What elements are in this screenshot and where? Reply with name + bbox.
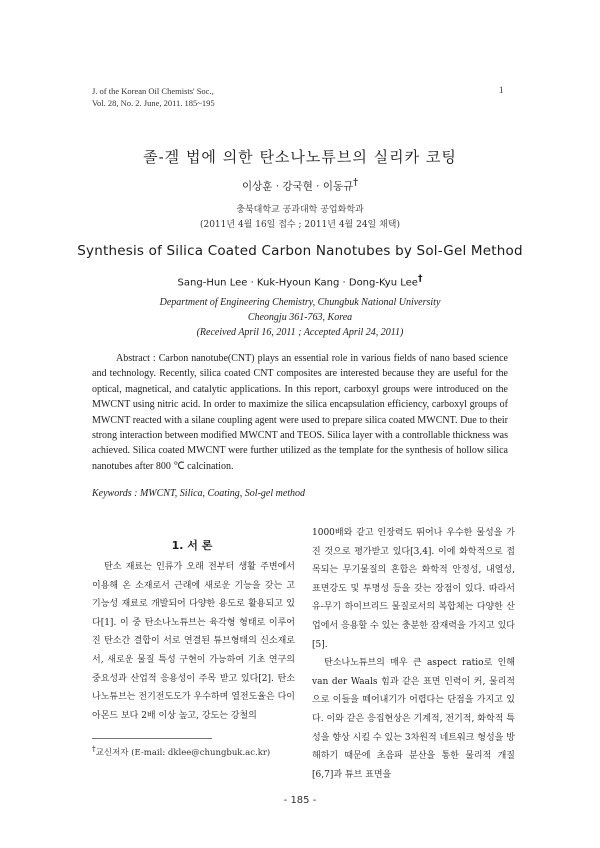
title-korean: 졸-겔 법에 의한 탄소나노튜브의 실리카 코팅: [143, 148, 457, 166]
journal-volume: Vol. 28, No. 2. June, 2011. 185~195: [92, 98, 215, 108]
corresponding-author-mark-en: †: [417, 274, 423, 284]
page-number: - 185 -: [283, 795, 317, 806]
abstract-text: Carbon nanotube(CNT) plays an essential role in various fields of nano based science and technology. Recently, silica coated CNT composites are interested because they are useful for the optical, magnetical, and catalytic applications. In this report, carboxyl groups were introduced on the MWCNT using nitric acid. In order to maximize the silica encapsulation efficiency, carboxyl groups of MWCNT reacted with a silane coupling agent were used to prepare silica coated MWCNT. Due to their strong interaction between modified MWCNT and TEOS. Silica layer with a controllable thickness was achieved. Silica coated MWCNT were further utilized as the template for the synthesis of hollow silica nanotubes after 800 ℃ calcination.: [92, 353, 508, 472]
affiliation-korean-dept: 충북대학교 공과대학 공업화학과: [236, 205, 364, 215]
body-paragraph: 탄소 재료는 인류가 오래 전부터 생활 주변에서 이용해 온 소재로서 근래에 새로운 기능을 갖는 고 기능성 재료로 개발되어 다양한 용도로 활용되고 있다[1]. 이 중 탄소나노튜브는 육각형 형태로 이루어진 탄소간 결합이 서로 연결된 튜브형태의 신소재로서, 새로운 물질 특성 구현이 가능하여 기초 연구의 중요성과 산업적 응용성이 주목 받고 있다[2]. 탄소나노튜브는 전기전도도가 우수하며 열전도율은 다이아몬드 보다 2배 이상 높고, 강도는 강철의: [92, 562, 295, 721]
keywords: [92, 488, 305, 499]
affiliation-english-dept: Department of Engineering Chemistry, Chungbuk National University: [159, 297, 441, 308]
affiliation-korean: [0, 203, 600, 233]
authors-english: [0, 274, 600, 288]
running-header: [92, 85, 215, 109]
abstract: [92, 351, 508, 474]
footnote-divider: [92, 738, 212, 739]
dates-english: (Received April 16, 2011 ; Accepted April 24, 2011): [196, 327, 404, 338]
affiliation-english-city: Cheongju 361-763, Korea: [247, 312, 353, 323]
body-paragraph-continued: 1000배와 같고 인장력도 뛰어나 우수한 물성을 가진 것으로 평가받고 있다[3,4]. 이에 화학적으로 접목되는 무기물질의 혼합은 화학적 안정성, 내열성, 표면강도 및 투명성 등을 갖는 장점이 있다. 따라서 유-무기 하이브리드 물질로서의 복합체는 다양한 산업에서 응용할 수 있는 충분한 잠재력을 가지고 있다[5].: [312, 528, 515, 650]
keywords-label: Keywords :: [92, 488, 140, 499]
title-english: Synthesis of Silica Coated Carbon Nanotubes by Sol-Gel Method: [77, 243, 523, 259]
journal-name: J. of the Korean Oil Chemists' Soc.,: [92, 86, 214, 96]
authors-english-names: Sang-Hun Lee · Kuk-Hyoun Kang · Dong-Kyu Lee: [177, 277, 418, 289]
affiliation-english: [0, 295, 600, 340]
footnote-mark: †: [92, 744, 96, 753]
body-paragraph: 탄소나노튜브의 매우 큰 aspect ratio로 인해 van der Waals 힘과 같은 표면 인력이 커, 물리적으로 이들을 떼어내기가 어렵다는 단점을 가지고 있다. 이와 같은 응집현상은 기계적, 전기적, 화학적 특성을 향상 시킬 수 있는 3차원적 네트워크 형성을 방해하기 때문에 초음파 분산을 통한 물리적 개질[6,7]과 튜브 표면을: [312, 658, 515, 780]
body-column-left: [92, 558, 295, 725]
abstract-label: Abstract :: [116, 353, 159, 364]
dates-korean: (2011년 4월 16일 접수 ; 2011년 4월 24일 채택): [199, 220, 401, 230]
corresponding-author-mark: †: [353, 178, 359, 188]
header-page-number: 1: [499, 85, 504, 95]
section-heading-introduction: 1. 서 론: [171, 539, 213, 552]
footnote: [92, 744, 270, 758]
body-column-right: [312, 524, 515, 784]
footnote-text: 교신저자 (E-mail: dklee@chungbuk.ac.kr): [95, 747, 271, 758]
keywords-text: MWCNT, Silica, Coating, Sol-gel method: [139, 488, 306, 499]
authors-korean: [0, 178, 600, 194]
authors-korean-names: 이상훈 · 강국현 · 이동규: [241, 180, 354, 193]
